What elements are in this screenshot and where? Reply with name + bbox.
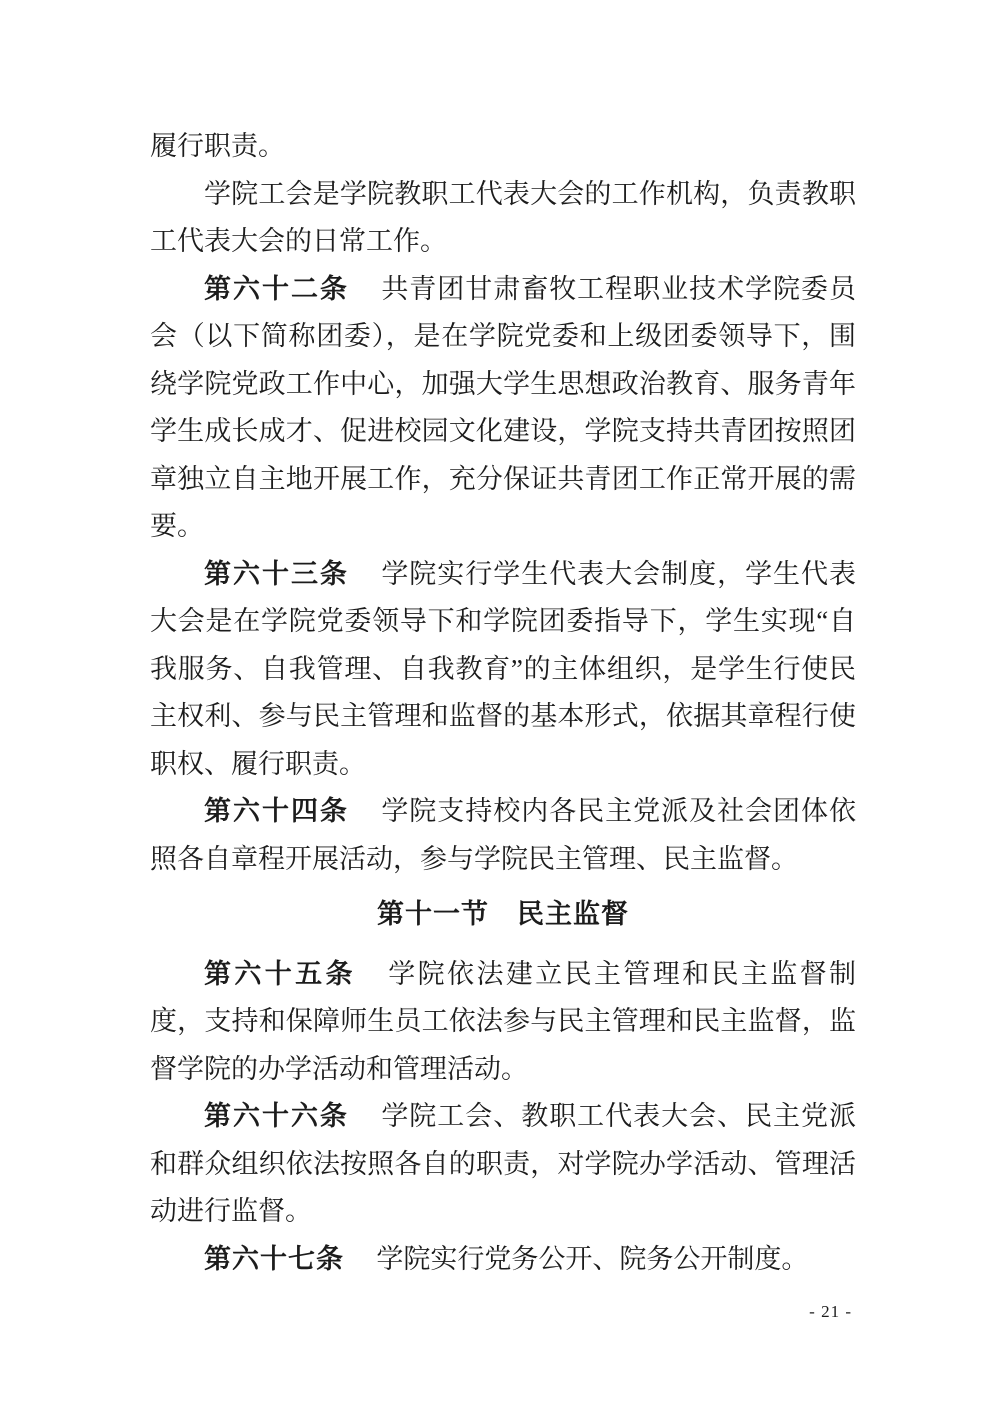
article-65-text: 学院依法建立民主管理和民主监督制度，支持和保障师生员工依法参与民主管理和民主监督，监督学院的办学活动和管理活动。 — [150, 958, 857, 1084]
article-66-number: 第六十六条 — [204, 1101, 349, 1131]
article-67-number: 第六十七条 — [204, 1243, 344, 1274]
article-67-text: 学院实行党务公开、院务公开制度。 — [376, 1243, 809, 1274]
document-body — [150, 123, 856, 1283]
paragraph-article-66 — [150, 1093, 856, 1236]
paragraph-article-65 — [150, 951, 856, 1094]
article-62-number: 第六十二条 — [204, 273, 349, 304]
section-heading-democratic-supervision: 第十一节 民主监督 — [377, 899, 629, 929]
article-65-number: 第六十五条 — [204, 958, 356, 989]
article-62-text: 共青团甘肃畜牧工程职业技术学院委员会（以下简称团委），是在学院党委和上级团委领导下，围绕学院党政工作中心，加强大学生思想政治教育、服务青年学生成长成才、促进校园文化建设，学院支持共青团按照团章独立自主地开展工作，充分保证共青团工作正常开展的需要。 — [150, 273, 857, 541]
paragraph-article-63 — [150, 551, 856, 789]
page-number: - 21 - — [809, 1302, 852, 1321]
article-63-text: 学院实行学生代表大会制度，学生代表大会是在学院党委领导下和学院团委指导下，学生实现“自我服务、自我管理、自我教育”的主体组织，是学生行使民主权利、参与民主管理和监督的基本形式，依据其章程行使职权、履行职责。 — [150, 558, 857, 779]
paragraph-union-role: 学院工会是学院教职工代表大会的工作机构，负责教职工代表大会的日常工作。 — [150, 178, 856, 256]
paragraph-article-67 — [150, 1236, 856, 1284]
paragraph-article-62 — [150, 266, 856, 551]
paragraph-article-64 — [150, 788, 856, 883]
article-66-text: 学院工会、教职工代表大会、民主党派和群众组织依法按照各自的职责，对学院办学活动、管理活动进行监督。 — [150, 1101, 857, 1226]
paragraph-continuation: 履行职责。 — [150, 131, 285, 161]
article-64-text: 学院支持校内各民主党派及社会团体依照各自章程开展活动，参与学院民主管理、民主监督。 — [150, 796, 857, 874]
article-63-number: 第六十三条 — [204, 558, 349, 589]
article-64-number: 第六十四条 — [204, 796, 349, 826]
